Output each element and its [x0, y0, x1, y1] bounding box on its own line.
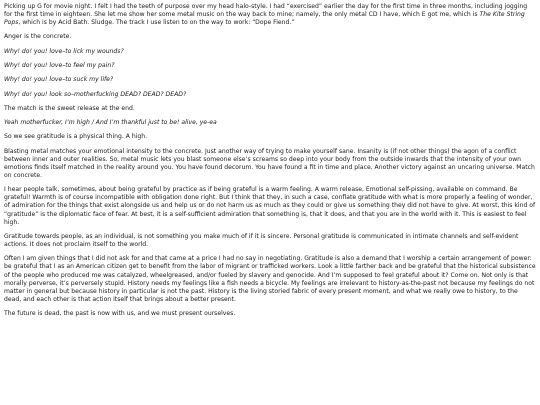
- paragraph-movie-night: [4, 3, 536, 27]
- paragraph-gratitude-people: [4, 233, 536, 249]
- paragraph-text: The future is dead, the past is now with us, and we must present ourselves.: [4, 310, 236, 318]
- lyric-text: Why! do! you! love–to suck my life?: [4, 76, 114, 84]
- paragraph-grateful-practice: [4, 186, 536, 226]
- paragraph-blasting-metal: [4, 148, 536, 180]
- paragraph-history: [4, 255, 536, 304]
- lyric-line-1: [4, 48, 536, 56]
- lyric-text: Why! do! you! look so–motherfucking DEAD? DEAD? DEAD?: [4, 90, 187, 98]
- paragraph-text: , which is by Acid Bath. Sludge. The track I use listen to on the way to work: “Dope Fiend.”: [18, 19, 295, 27]
- paragraph-future: [4, 310, 536, 318]
- lyric-line-5: [4, 119, 536, 127]
- paragraph-text: I hear people talk, sometimes, about being grateful by practice as if being grateful is a warm feeling. A warm release, Emotional self-pissing, available on command. Be grateful! Warmth is of course incompatible with obligation done right. But I think that they, in such a case, conflate gratitude with what is more properly a feeling of wonder, of admiration for the things that exist alongside us and help us or do not harm us as much as they could or give us something they did not have to give. At worst, this kind of “gratitude” is the diplomatic face of fear. At best, it is a self-sufficient admiration that something is, that it does, and that you are in the world with it. This is easiest to feel high.: [4, 186, 536, 226]
- lyric-line-3: [4, 76, 536, 84]
- paragraph-anger: [4, 33, 536, 41]
- paragraph-gratitude-physical: [4, 133, 536, 141]
- lyric-text: Why! do! you! love–to lick my wounds?: [4, 47, 124, 55]
- album-title: The Kite String Pops: [4, 11, 525, 27]
- paragraph-text: Gratitude towards people, as an individual, is not something you make much of if it is sincere. Personal gratitude is communicated in intimate channels and self-evident actions. It does not proclaim itself to the world.: [4, 232, 519, 249]
- lyric-text: Yeah motherfucker, I’m high / And I’m thankful just to be! alive, ye-ea: [4, 119, 217, 127]
- paragraph-text: Anger is the concrete.: [4, 33, 72, 41]
- paragraph-text: So we see gratitude is a physical thing. A high.: [4, 133, 148, 141]
- paragraph-text: Blasting metal matches your emotional intensity to the concrete. Just another way of trying to make yourself sane. Insanity is (if not other things) the agon of a conflict between inner and outer realities. So, metal music lets you blast someone else’s screams so deep into your body from the outside inwards that the intensity of your own emotions finds itself matched in the reality around you. You have found decorum. You have found a fit in time and place. Another victory against an uncaring universe. Match on concrete.: [4, 147, 535, 179]
- paragraph-text: Picking up G for movie night. I felt I had the teeth of purpose over my head halo-style. I had “exercised” earlier the day for the first time in three months, including jogging for the first time in eighteen. She let me show her some metal music on the way back to mine; namely, the only metal CD I have, which E got me, which is: [4, 3, 528, 19]
- paragraph-match: [4, 105, 536, 113]
- paragraph-text: The match is the sweet release at the end.: [4, 104, 135, 112]
- paragraph-text: Often I am given things that I did not ask for and that came at a price I had no say in negotiating. Gratitude is also a demand that I worship a certain arrangement of power: be grateful that I as an American citizen get to benefit from the labor of migrant or trafficked workers. Look a little farther back and be grateful that the historical subsistence of the people who produced me was catalyzed, wheelgreased, and/or fueled by slavery and genocide. And I’m supposed to feel grateful about it? Come on. Not only is that morally perverse, it’s perversely stupid. History needs my feelings like a fish needs a bicycle. My feelings are irrelevant to history-as-the-past not because my feelings do not matter in general but because history in particular is not the past. History is the living storied fabric of every present moment, and what we really owe to history, to the dead, and each other is that action itself that brings about a better present.: [4, 255, 536, 303]
- lyric-text: Why! do! you! love–to feel my pain?: [4, 62, 115, 70]
- lyric-line-4: [4, 91, 536, 99]
- lyric-line-2: [4, 62, 536, 70]
